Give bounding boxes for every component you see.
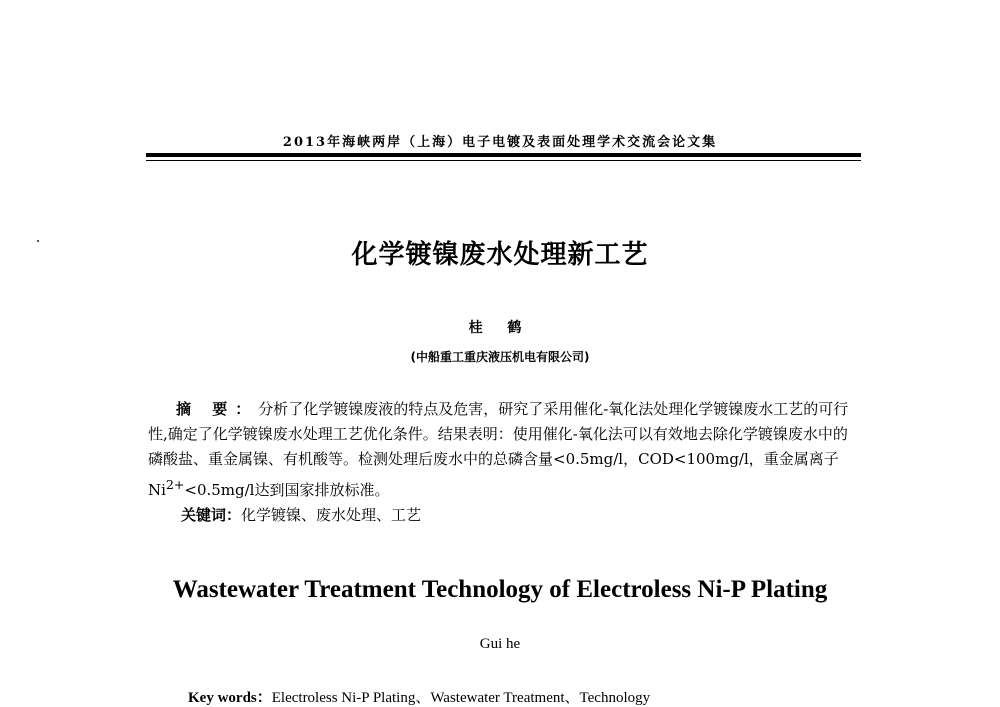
keywords-english-text: Electroless Ni-P Plating、Wastewater Treatment、Technology: [271, 690, 651, 706]
abstract-label: 摘 要：: [176, 400, 259, 418]
affiliation-chinese: (中船重工重庆液压机电有限公司): [410, 350, 590, 364]
header-rule-thick: [146, 153, 861, 157]
keywords-english-label: Key words：: [188, 690, 272, 706]
keywords-chinese-label: 关键词：: [181, 506, 242, 524]
header-rule-thin: [146, 160, 861, 161]
running-head: 2013年海峡两岸（上海）电子电镀及表面处理学术交流会论文集: [282, 135, 718, 150]
abstract-text-part1: 分析了化学镀镍废液的特点及危害，研究了采用催化-氧化法处理化学镀镍废水工艺的可行性,确定了化学镀镍废水处理工艺优化条件。结果表明：使用催化-氧化法可以有效地去除化学镀镍废水中的磷酸盐、重金属镍、有机酸等。检测处理后废水中的总磷含量<0.5mg/l，COD<100mg/l，重金属离子 Ni: [148, 400, 849, 499]
author-chinese: 桂 鹤: [468, 320, 532, 336]
abstract-superscript: 2+: [165, 477, 185, 492]
author-english: Gui he: [479, 636, 521, 652]
title-chinese: 化学镀镍废水处理新工艺: [351, 240, 649, 270]
abstract-paragraph: [148, 397, 861, 503]
abstract-text-part2: <0.5mg/l达到国家排放标准。: [184, 481, 390, 499]
keywords-chinese: [181, 504, 421, 525]
title-english: Wastewater Treatment Technology of Electroless Ni-P Plating: [172, 576, 828, 603]
keywords-english: [188, 686, 650, 707]
keywords-chinese-text: 化学镀镍、废水处理、工艺: [241, 506, 422, 524]
